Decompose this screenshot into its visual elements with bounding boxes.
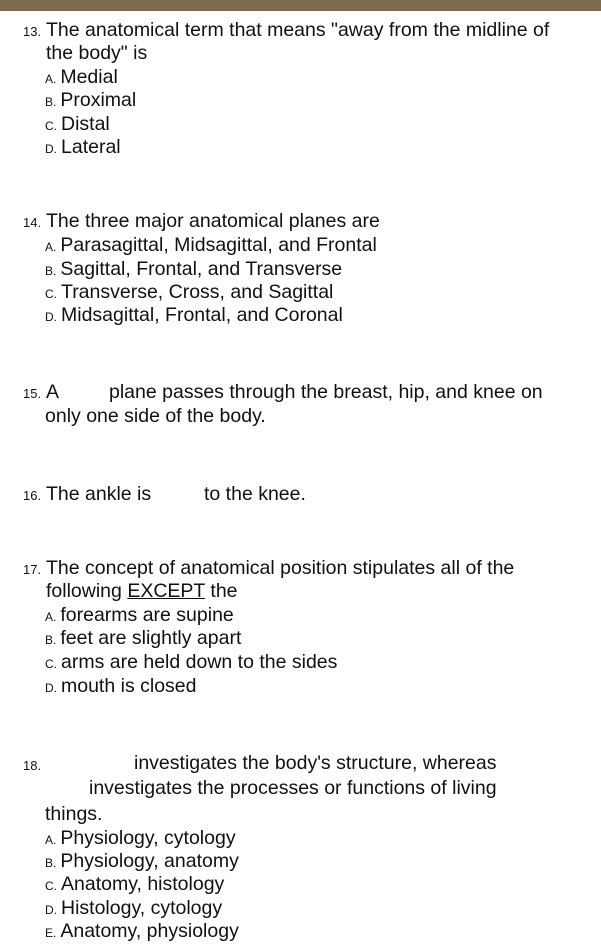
question-text-start: The ankle is bbox=[46, 483, 152, 505]
question-text-line: investigates the body's structure, whereas bbox=[134, 752, 497, 774]
question-number: 16. bbox=[23, 488, 42, 503]
answer-option-a[interactable]: A. Parasagittal, Midsagittal, and Frontal bbox=[45, 234, 377, 256]
question-text-line: things. bbox=[45, 803, 103, 825]
answer-option-b[interactable]: B. Physiology, anatomy bbox=[45, 850, 239, 872]
except-emphasis: EXCEPT bbox=[127, 580, 205, 602]
question-number: 14. bbox=[23, 215, 42, 230]
question-text-end: to the knee. bbox=[204, 483, 306, 505]
question-text-line: investigates the processes or functions of living bbox=[89, 777, 497, 799]
question-text-line: The anatomical term that means "away from the midline of bbox=[46, 19, 550, 41]
question-text-line: following EXCEPT the bbox=[46, 580, 238, 602]
question-number: 15. bbox=[23, 386, 42, 401]
answer-option-c[interactable]: C. Anatomy, histology bbox=[45, 873, 225, 895]
question-number: 18. bbox=[23, 758, 42, 773]
question-text-line: the body" is bbox=[46, 42, 148, 64]
question-text-line: The three major anatomical planes are bbox=[46, 210, 380, 232]
question-number: 17. bbox=[23, 562, 42, 577]
answer-option-c[interactable]: C. Distal bbox=[45, 113, 110, 135]
answer-option-b[interactable]: B. Sagittal, Frontal, and Transverse bbox=[45, 258, 343, 280]
answer-option-a[interactable]: A. forearms are supine bbox=[45, 604, 234, 626]
answer-option-b[interactable]: B. feet are slightly apart bbox=[45, 627, 242, 649]
answer-option-d[interactable]: D. Histology, cytology bbox=[45, 897, 223, 919]
answer-option-b[interactable]: B. Proximal bbox=[45, 89, 137, 111]
question-text-start: A bbox=[46, 381, 60, 403]
answer-option-d[interactable]: D. Lateral bbox=[45, 136, 121, 158]
answer-option-c[interactable]: C. arms are held down to the sides bbox=[45, 651, 338, 673]
answer-option-d[interactable]: D. Midsagittal, Frontal, and Coronal bbox=[45, 304, 343, 326]
answer-option-a[interactable]: A. Medial bbox=[45, 66, 118, 88]
answer-option-c[interactable]: C. Transverse, Cross, and Sagittal bbox=[45, 281, 334, 303]
answer-option-e[interactable]: E. Anatomy, physiology bbox=[45, 920, 239, 942]
top-border-bar bbox=[0, 0, 601, 11]
question-text-line: only one side of the body. bbox=[45, 405, 266, 427]
question-number: 13. bbox=[23, 24, 42, 39]
answer-option-a[interactable]: A. Physiology, cytology bbox=[45, 827, 236, 849]
question-text-line: plane passes through the breast, hip, and knee on bbox=[109, 381, 543, 403]
answer-option-d[interactable]: D. mouth is closed bbox=[45, 675, 197, 697]
question-text-line: The concept of anatomical position stipulates all of the bbox=[46, 557, 515, 579]
